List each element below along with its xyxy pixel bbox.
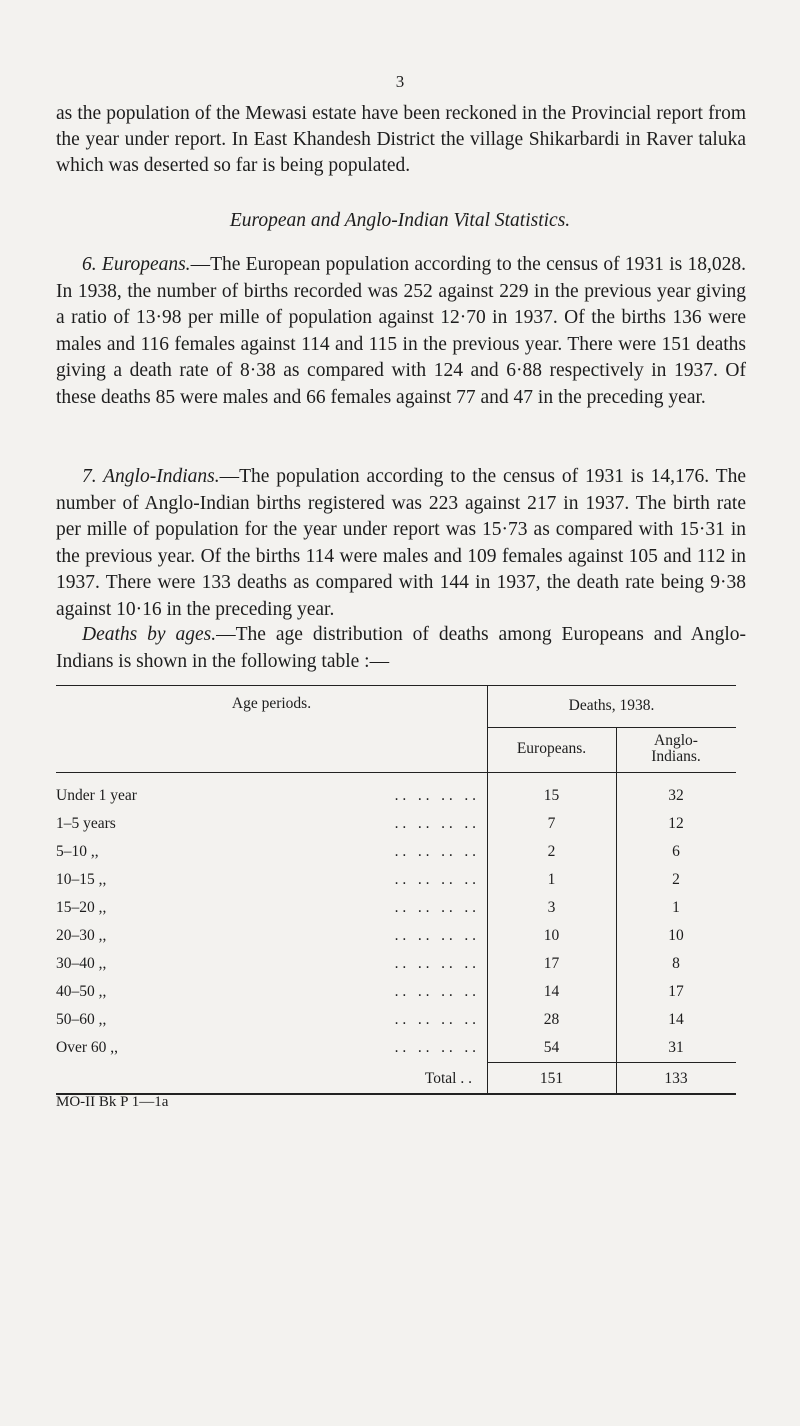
row-europeans: 54: [543, 1039, 560, 1056]
paragraph-text: —The European population according to the census of 1931 is 18,028. In 1938, the number of births recorded was 252 against 229 in the previous year giving a ratio of 13·98 per mille of population against 12·70 in 1937. Of the births 136 were males and 116 females against 114 and 115 in the previous year. There were 151 deaths giving a death rate of 8·38 as compared with 124 and 6·88 respectively in 1937. Of these deaths 85 were males and 66 females against 77 and 47 in the preceding year.: [56, 254, 746, 408]
header-deaths-1938: Deaths, 1938.: [568, 697, 655, 714]
row-age-period: 20–30 ,,: [56, 927, 107, 944]
paragraph-text: —The age distribution of deaths among Europeans and Anglo-Indians is shown in the following table :—: [56, 624, 746, 672]
row-leader-dots: . . . . . . . .: [394, 815, 476, 832]
header-europeans: Europeans.: [516, 740, 587, 757]
header-age-periods: Age periods.: [231, 695, 312, 712]
paragraph-anglo-indians: [56, 464, 746, 623]
row-anglo-indians: 10: [668, 927, 684, 944]
row-age-period: 15–20 ,,: [56, 899, 107, 916]
total-europeans: 151: [539, 1070, 564, 1087]
row-leader-dots: . . . . . . . .: [394, 1011, 476, 1028]
row-leader-dots: . . . . . . . .: [394, 843, 476, 860]
row-age-period: 10–15 ,,: [56, 871, 107, 888]
row-age-period: Under 1 year: [56, 787, 137, 804]
row-anglo-indians: 32: [668, 787, 684, 804]
row-anglo-indians: 17: [668, 983, 684, 1000]
row-europeans: 28: [543, 1011, 560, 1028]
total-label: Total . .: [424, 1070, 472, 1087]
row-anglo-indians: 14: [668, 1011, 684, 1028]
row-anglo-indians: 31: [668, 1039, 684, 1056]
row-europeans: 14: [543, 983, 560, 1000]
row-europeans: 1: [547, 871, 556, 888]
header-anglo-indians-line1: Anglo-: [654, 732, 698, 749]
row-age-period: 40–50 ,,: [56, 983, 107, 1000]
row-age-period: 50–60 ,,: [56, 1011, 107, 1028]
row-age-period: 30–40 ,,: [56, 955, 107, 972]
paragraph-lead: Deaths by ages.: [82, 624, 217, 645]
intro-text: as the population of the Mewasi estate have been reckoned in the Provincial report from the year under report. In East Khandesh District the village Shikarbardi in Raver taluka which was deserted so far is being populated.: [56, 103, 746, 176]
row-anglo-indians: 12: [668, 815, 684, 832]
row-leader-dots: . . . . . . . .: [394, 871, 476, 888]
row-europeans: 15: [543, 787, 560, 804]
intro-paragraph: [56, 101, 746, 179]
row-leader-dots: . . . . . . . .: [394, 983, 476, 1000]
row-age-period: 1–5 years: [56, 815, 116, 832]
row-anglo-indians: 2: [672, 871, 680, 888]
table-group-rule: [487, 727, 736, 728]
row-age-period: Over 60 ,,: [56, 1039, 118, 1056]
row-leader-dots: . . . . . . . .: [394, 1039, 476, 1056]
row-europeans: 3: [547, 899, 556, 916]
row-age-period: 5–10 ,,: [56, 843, 99, 860]
header-anglo-indians: [616, 733, 736, 765]
row-europeans: 2: [547, 843, 556, 860]
row-europeans: 10: [543, 927, 560, 944]
paragraph-lead: 6. Europeans.: [82, 254, 191, 275]
footer-code: MO-II Bk P 1—1a: [56, 1094, 169, 1110]
row-europeans: 17: [543, 955, 560, 972]
section-heading: European and Anglo-Indian Vital Statistics.: [229, 210, 571, 231]
paragraph-deaths-by-ages: [56, 622, 746, 675]
deaths-by-age-table: [56, 685, 794, 1095]
paragraph-lead: 7. Anglo-Indians.: [82, 466, 220, 487]
total-anglo-indians: 133: [664, 1070, 688, 1087]
paragraph-europeans: [56, 252, 746, 411]
table-header-rule: [56, 772, 736, 773]
row-europeans: 7: [547, 815, 556, 832]
row-leader-dots: . . . . . . . .: [394, 899, 476, 916]
row-anglo-indians: 8: [672, 955, 680, 972]
table-total-rule: [487, 1062, 736, 1063]
page-number: 3: [395, 72, 405, 91]
row-leader-dots: . . . . . . . .: [394, 927, 476, 944]
paragraph-text: —The population according to the census of 1931 is 14,176. The number of Anglo-Indian births registered was 223 against 217 in 1937. The birth rate per mille of population for the year under report was 15·73 as compared with 15·31 in the previous year. Of the births 114 were males and 109 females against 105 and 112 in 1937. There were 133 deaths as compared with 144 in 1937, the death rate being 9·38 against 10·16 in the preceding year.: [56, 466, 746, 620]
row-anglo-indians: 6: [672, 843, 680, 860]
row-leader-dots: . . . . . . . .: [394, 955, 476, 972]
header-anglo-indians-line2: Indians.: [651, 748, 701, 765]
table-top-rule: [56, 685, 736, 686]
row-leader-dots: . . . . . . . .: [394, 787, 476, 804]
row-anglo-indians: 1: [672, 899, 680, 916]
